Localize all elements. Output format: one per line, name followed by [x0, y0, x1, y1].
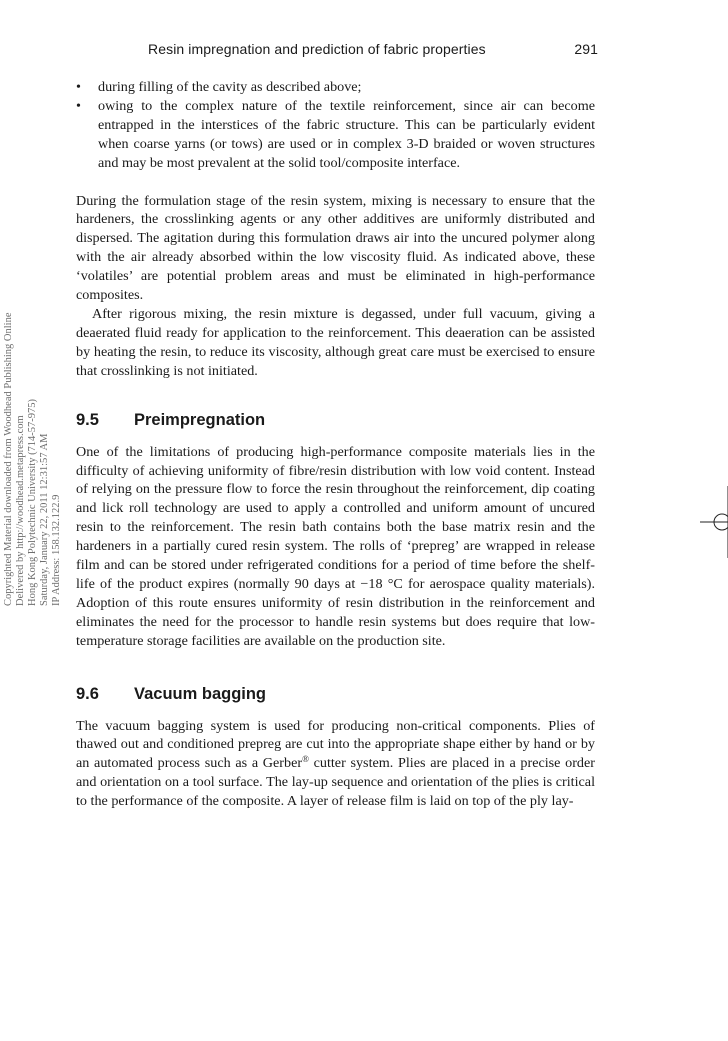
watermark-line: Saturday, January 22, 2011 12:31:57 AM [39, 433, 50, 606]
registered-mark: ® [302, 754, 309, 765]
section-title: Preimpregnation [134, 410, 266, 429]
section-number: 9.6 [76, 684, 99, 703]
body-paragraph: During the formulation stage of the resin system, mixing is necessary to ensure that the hardeners, the crosslinking agents or any other additives are uniformly distributed and dispersed. The agitation during this formulation draws air into the uncured polymer along with the air already absorbed within the low viscosity fluid. As indicated above, these ‘volatiles’ are potential problem areas and must be eliminated in high-performance composites. [76, 192, 595, 304]
crop-mark-icon [700, 486, 728, 558]
bullet-item: • during filling of the cavity as described above; [76, 78, 595, 97]
body-paragraph [76, 717, 595, 812]
bullet-item: • owing to the complex nature of the textile reinforcement, since air can become entrapped in the interstices of the fabric structure. This can be particularly evident when coarse yarns (or tows) are used or in complex 3-D braided or woven structures and may be most prevalent at the solid tool/composite interface. [76, 97, 595, 173]
watermark-line: Hong Kong Polytechnic University (714-57-975) [27, 398, 38, 606]
page-body [76, 78, 595, 811]
bullet-list [76, 78, 595, 173]
watermark-line: IP Address: 158.132.122.9 [51, 494, 62, 606]
body-paragraph: One of the limitations of producing high-performance composite materials lies in the difficulty of achieving uniformity of fibre/resin distribution with low void content. Instead of relying on the pressure flow to force the resin throughout the reinforcement, dip coating and lick roll technology are used to apply a controlled and uniform amount of uncured resin to the reinforcement. The resin bath contains both the base matrix resin and the hardeners in a partially cured resin system. The rolls of ‘prepreg’ are wrapped in release film and can be stored under refrigerated conditions for a period of time before the shelf-life of the product expires (normally 90 days at −18 °C for aerospace quality materials). Adoption of this route ensures uniformity of resin distribution in the reinforcement and eliminates the need for the processor to handle resin systems but does require that low-temperature storage facilities are available on the production site. [76, 443, 595, 649]
body-paragraph: After rigorous mixing, the resin mixture is degassed, under full vacuum, giving a deaerated fluid ready for application to the reinforcement. This deaeration can be assisted by heating the resin, to reduce its viscosity, although great care must be exercised to ensure that crosslinking is not initiated. [76, 305, 595, 379]
section-number: 9.5 [76, 410, 99, 429]
copyright-watermark [3, 236, 73, 606]
section-heading-9-5 [76, 410, 595, 430]
running-header-title: Resin impregnation and prediction of fabric properties [148, 41, 486, 57]
body-text: The vacuum bagging system is used for producing non-critical components. Plies of thawed out and conditioned prepreg are cut into the appropriate shape either by hand or by an automated process such as a Gerber [76, 717, 595, 772]
body-text: cutter system. Plies are placed in a precise order and orientation on a tool surface. The lay-up sequence and orientation of the plies is critical to the performance of the composite. A layer of release film is laid on top of the ply lay- [76, 755, 595, 810]
watermark-line: Copyrighted Material downloaded from Woodhead Publishing Online [3, 312, 14, 606]
section-title: Vacuum bagging [134, 684, 267, 703]
page-number: 291 [574, 41, 598, 57]
watermark-line: Delivered by http://woodhead.metapress.com [15, 415, 26, 606]
section-heading-9-6 [76, 684, 595, 704]
